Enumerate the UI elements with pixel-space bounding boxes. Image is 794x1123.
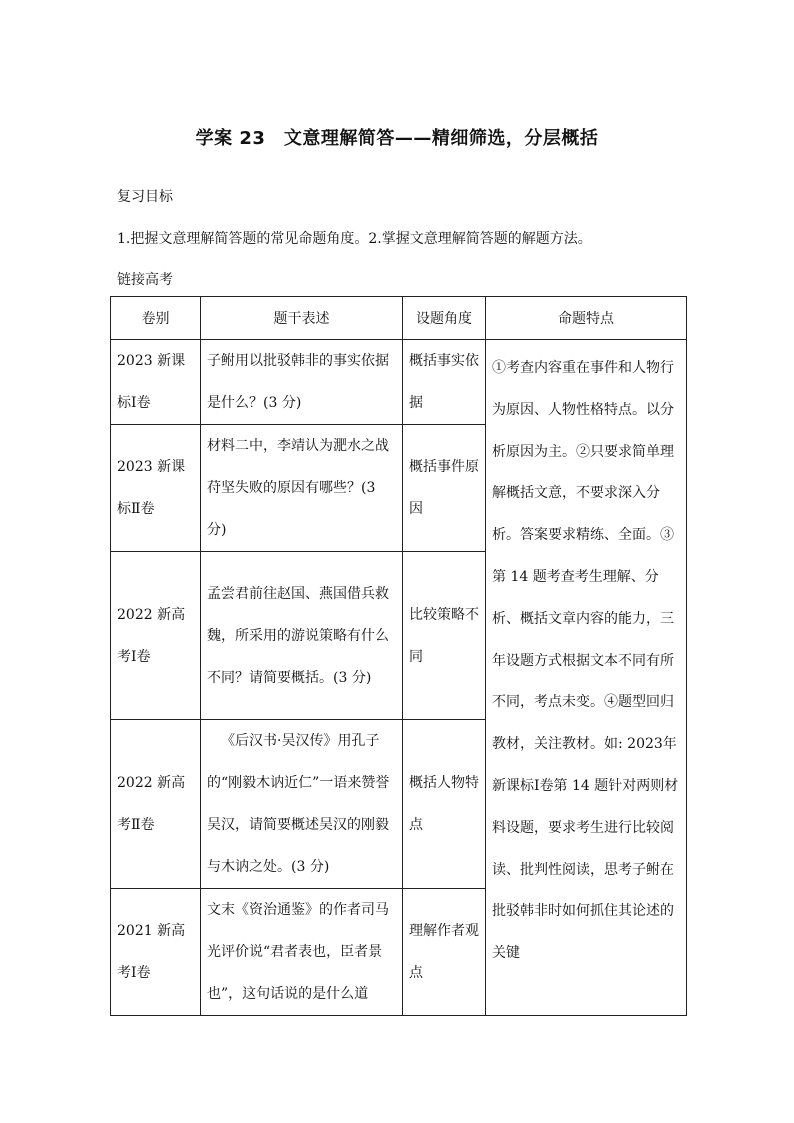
angle-cell: 概括人物特点 (403, 720, 486, 889)
section-heading-review: 复习目标 (117, 189, 173, 205)
section-heading-link: 链接高考 (117, 272, 173, 288)
paper-cell: 2021 新高考Ⅰ卷 (111, 889, 201, 1016)
paper-cell: 2022 新高考Ⅱ卷 (111, 720, 201, 889)
page-title: 学案 23 文意理解简答——精细筛选，分层概括 (195, 128, 599, 149)
exam-table (110, 296, 687, 1016)
paper-cell: 2023 新课标Ⅱ卷 (111, 425, 201, 552)
angle-cell: 比较策略不同 (403, 552, 486, 720)
question-cell: 《后汉书·吴汉传》用孔子的“刚毅木讷近仁”一语来赞誉吴汉，请简要概述吴汉的刚毅与木讷之处。(3 分) (201, 720, 403, 889)
question-cell: 子鲋用以批驳韩非的事实依据是什么？(3 分) (201, 340, 403, 425)
table-row (111, 340, 687, 425)
table-header-row (111, 297, 687, 340)
angle-cell: 概括事实依据 (403, 340, 486, 425)
paper-cell: 2022 新高考Ⅰ卷 (111, 552, 201, 720)
features-cell: ①考查内容重在事件和人物行为原因、人物性格特点。以分析原因为主。②只要求简单理解概括文意，不要求深入分析。答案要求精练、全面。③第 14 题考查考生理解、分析、概括文章内容的能力，三年设题方式根据文本不同有所不同，考点未变。④题型回归教材，关注教材。如: 2023年新课标Ⅰ卷第 14 题针对两则材料设题，要求考生进行比较阅读、批判性阅读，思考子鲋在批驳韩非时如何抓住其论述的关键 (486, 340, 687, 1016)
angle-cell: 理解作者观点 (403, 889, 486, 1016)
angle-cell: 概括事件原因 (403, 425, 486, 552)
paper-cell: 2023 新课标Ⅰ卷 (111, 340, 201, 425)
header-angle: 设题角度 (403, 297, 486, 340)
question-cell: 文末《资治通鉴》的作者司马光评价说“君者表也，臣者景也”，这句话说的是什么道 (201, 889, 403, 1016)
question-cell: 孟尝君前往赵国、燕国借兵救魏，所采用的游说策略有什么不同？请简要概括。(3 分) (201, 552, 403, 720)
header-features: 命题特点 (486, 297, 687, 340)
header-paper: 卷别 (111, 297, 201, 340)
header-question: 题干表述 (201, 297, 403, 340)
review-goals: 1.把握文意理解简答题的常见命题角度。2.掌握文意理解简答题的解题方法。 (117, 231, 592, 247)
question-cell: 材料二中，李靖认为淝水之战苻坚失败的原因有哪些？(3 分) (201, 425, 403, 552)
